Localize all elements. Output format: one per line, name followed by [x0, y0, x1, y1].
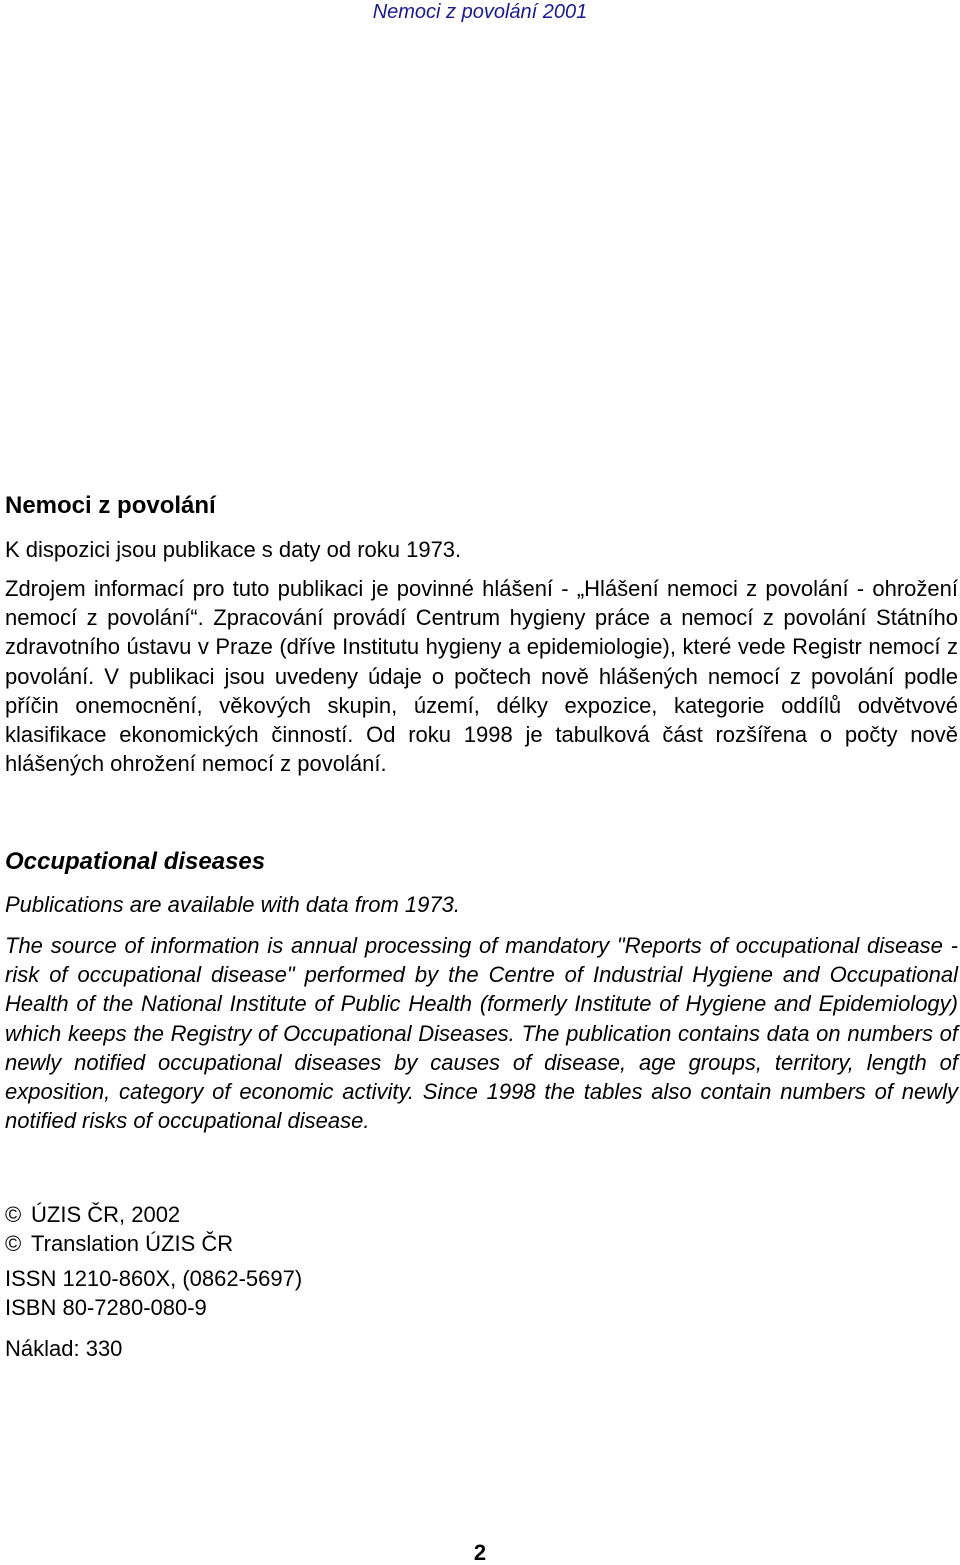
czech-availability: K dispozici jsou publikace s daty od roku 1973. [5, 537, 462, 562]
copyright-text: ÚZIS ČR, 2002 [31, 1202, 181, 1227]
translation-text: Translation ÚZIS ČR [31, 1231, 234, 1256]
czech-paragraph: Zdrojem informací pro tuto publikaci je povinné hlášení - „Hlášení nemoci z povolání - ohrožení nemocí z povolání“. Zpracování provádí Centrum hygieny práce a nemocí z povolání Státního zdravotního ústavu v Praze (dříve Institutu hygieny a epidemiologie), které vede Registr nemocí z povolání. V publikaci jsou uvedeny údaje o počtech nově hlášených nemocí z povolání podle příčin onemocnění, věkových skupin, území, délky expozice, kategorie oddílů odvětvové klasifikace ekonomických činností. Od roku 1998 je tabulková část rozšířena o počty nově hlášených ohrožení nemocí z povolání. [5, 576, 958, 777]
english-heading: Occupational diseases [5, 848, 266, 875]
running-header: Nemoci z povolání 2001 [372, 1, 588, 23]
copyright-icon: © [5, 1202, 22, 1227]
english-availability: Publications are available with data from 1973. [5, 892, 460, 917]
copyright-line [5, 1201, 180, 1229]
isbn: ISBN 80-7280-080-9 [5, 1295, 207, 1320]
translation-line [5, 1230, 233, 1258]
english-paragraph: The source of information is annual processing of mandatory "Reports of occupational disease - risk of occupational disease" performed by the Centre of Industrial Hygiene and Occupational Health of the National Institute of Public Health (formerly Institute of Hygiene and Epidemiology) which keeps the Registry of Occupational Diseases. The publication contains data on numbers of newly notified occupational diseases by causes of disease, age groups, territory, length of exposition, category of economic activity. Since 1998 the tables also contain numbers of newly notified risks of occupational disease. [5, 933, 958, 1134]
page-number: 2 [473, 1540, 487, 1565]
issn: ISSN 1210-860X, (0862-5697) [5, 1266, 303, 1291]
copyright-icon: © [5, 1231, 22, 1256]
czech-heading: Nemoci z povolání [5, 492, 216, 519]
print-run: Náklad: 330 [5, 1336, 123, 1361]
